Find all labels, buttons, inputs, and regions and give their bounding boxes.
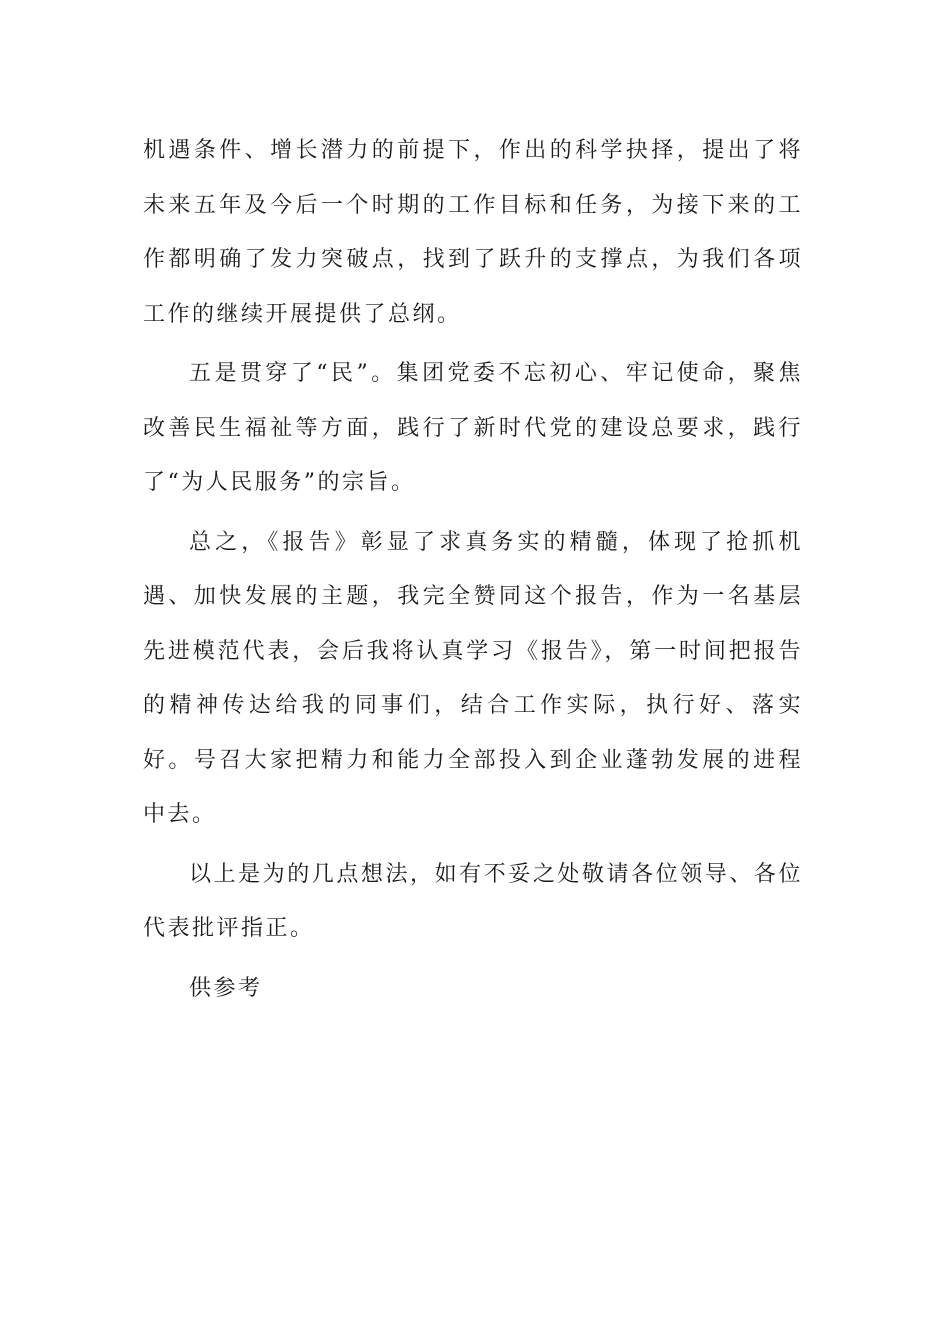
paragraph-point-five: 五是贯穿了“民”。集团党委不忘初心、牢记使命，聚焦改善民生福祉等方面，践行了新时代党的建设总要求，践行了“为人民服务”的宗旨。: [143, 361, 803, 495]
paragraph-summary: 总之，《报告》彰显了求真务实的精髓，体现了抢抓机遇、加快发展的主题，我完全赞同这个报告，作为一名基层先进模范代表，会后我将认真学习《报告》，第一时间把报告的精神传达给我的同事们，结合工作实际，执行好、落实好。号召大家把精力和能力全部投入到企业蓬勃发展的进程中去。: [143, 529, 803, 827]
document-body: [143, 124, 803, 1016]
paragraph-continuation: 机遇条件、增长潜力的前提下，作出的科学抉择，提出了将未来五年及今后一个时期的工作目标和任务，为接下来的工作都明确了发力突破点，找到了跃升的支撑点，为我们各项工作的继续开展提供了总纲。: [143, 138, 803, 327]
paragraph-closing: 以上是为的几点想法，如有不妥之处敬请各位领导、各位代表批评指正。: [143, 861, 803, 941]
paragraph-reference-note: 供参考: [189, 975, 263, 1001]
